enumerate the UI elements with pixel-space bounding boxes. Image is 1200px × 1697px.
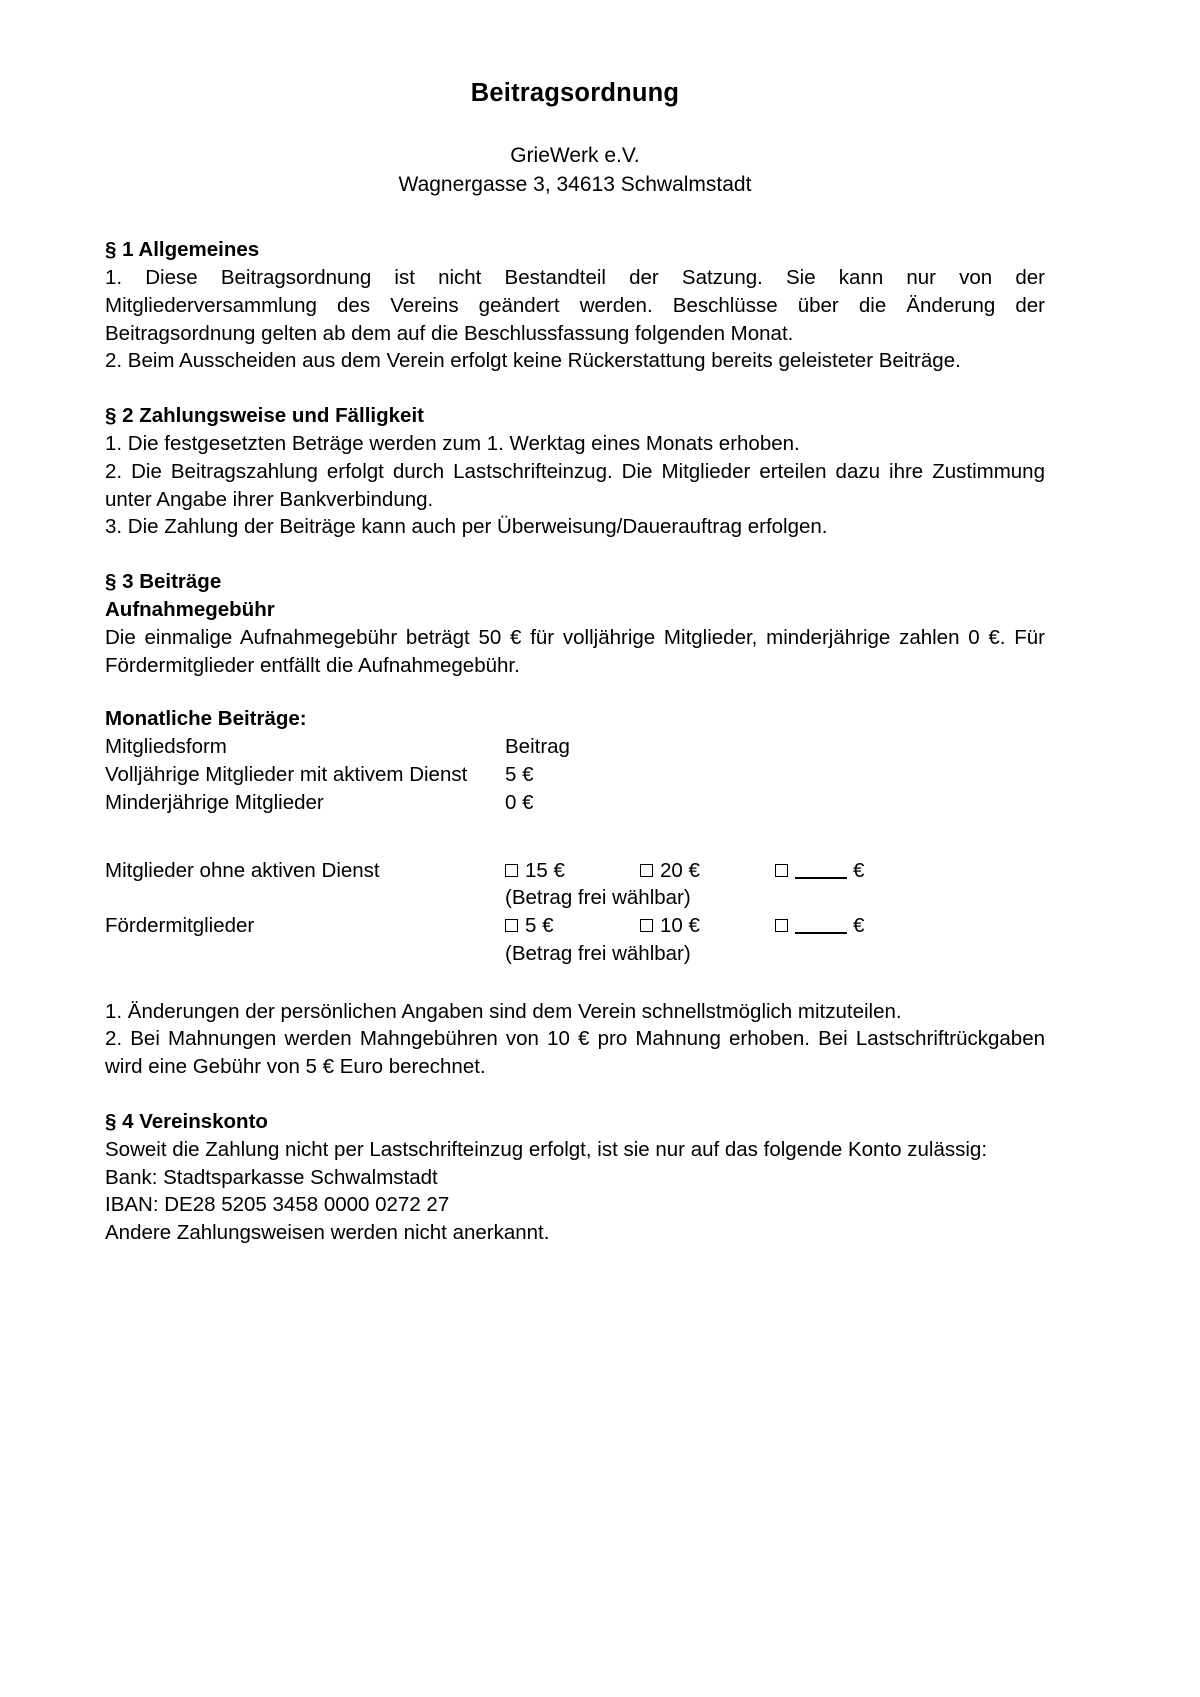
fee-table-block [105,705,1045,967]
currency-suffix: € [853,858,865,882]
section-2-paragraph-2: 2. Die Beitragszahlung erfolgt durch Lastschrifteinzug. Die Mitglieder erteilen dazu ihre Zustimmung unter Angabe ihrer Bankverbindung. [105,459,1045,511]
organization-block [105,109,1045,201]
organization-name: GrieWerk e.V. [510,143,640,167]
table-row-note [105,884,1045,912]
empty-cell [105,884,505,912]
section-2-heading: § 2 Zahlungsweise und Fälligkeit [105,404,424,428]
after-fee-note-1: 1. Änderungen der persönlichen Angaben sind dem Verein schnellstmöglich mitzuteilen. [105,999,902,1023]
fee-column-header-mitgliedsform: Mitgliedsform [105,735,227,759]
table-spacer-row [105,817,1045,857]
fee-option-label: 10 € [660,914,700,938]
checkbox-icon[interactable] [640,864,653,877]
section-3-heading: § 3 Beiträge [105,570,222,594]
fee-option-cell-custom[interactable] [775,912,1045,940]
spacer [105,968,1045,998]
fee-choice-row-label: Mitglieder ohne aktiven Dienst [105,858,380,882]
section-3-subheading: Aufnahmegebühr [105,597,275,621]
checkbox-icon[interactable] [640,919,653,932]
section-2-paragraph-1: 1. Die festgesetzten Beträge werden zum 1. Werktag eines Monats erhoben. [105,432,800,456]
spacer [105,541,1045,568]
custom-amount-input[interactable] [795,917,847,934]
spacer [105,817,1045,857]
currency-suffix: € [853,914,865,938]
section-3 [105,568,1045,679]
fee-row-amount: 5 € [505,763,534,787]
spacer [105,1081,1045,1108]
fee-choice-row-label: Fördermitglieder [105,914,255,938]
document-content [105,0,1045,1247]
section-1-heading: § 1 Allgemeines [105,238,260,262]
organization-address: Wagnergasse 3, 34613 Schwalmstadt [398,173,752,197]
closing-line: Andere Zahlungsweisen werden nicht anerkannt. [105,1221,550,1245]
section-1 [105,200,1045,375]
table-row-note [105,940,1045,968]
fee-table-header-row [105,733,1045,761]
bank-name-line: Bank: Stadtsparkasse Schwalmstadt [105,1165,438,1189]
checkbox-icon[interactable] [775,864,788,877]
after-fee-notes [105,998,1045,1081]
spacer [105,679,1045,705]
table-row [105,857,1045,885]
section-4-heading: § 4 Vereinskonto [105,1109,268,1133]
checkbox-icon[interactable] [505,919,518,932]
fee-option-cell-custom[interactable] [775,857,1045,885]
fee-row-amount: 0 € [505,790,534,814]
fee-option-cell[interactable] [505,857,640,885]
fee-choice-note: (Betrag frei wählbar) [505,886,691,910]
section-2 [105,402,1045,541]
fee-option-label: 5 € [525,914,554,938]
checkbox-icon[interactable] [775,919,788,932]
fee-row-label: Volljährige Mitglieder mit aktivem Dienst [105,763,468,787]
section-3-paragraph-1: Die einmalige Aufnahmegebühr beträgt 50 € für volljährige Mitglieder, minderjährige zahlen 0 €. Für Fördermitglieder entfällt die Aufnahmegebühr. [105,625,1045,677]
fee-choice-note: (Betrag frei wählbar) [505,941,691,965]
section-4-paragraph-1: Soweit die Zahlung nicht per Lastschrifteinzug erfolgt, ist sie nur auf das folgende Konto zulässig: [105,1137,988,1161]
fee-option-label: 20 € [660,858,700,882]
section-4 [105,1108,1045,1247]
fee-option-cell[interactable] [640,912,775,940]
section-1-paragraph-2: 2. Beim Ausscheiden aus dem Verein erfolgt keine Rückerstattung bereits geleisteter Beiträge. [105,349,961,373]
fee-option-cell[interactable] [505,912,640,940]
fee-column-header-beitrag: Beitrag [505,735,570,759]
iban-line: IBAN: DE28 5205 3458 0000 0272 27 [105,1193,450,1217]
table-row [105,789,1045,817]
spacer [105,375,1045,402]
fee-option-label: 15 € [525,858,565,882]
custom-amount-input[interactable] [795,862,847,879]
fee-option-cell[interactable] [640,857,775,885]
fee-table-title: Monatliche Beiträge: [105,707,307,731]
page-title: Beitragsordnung [470,79,680,107]
fee-row-label: Minderjährige Mitglieder [105,790,324,814]
checkbox-icon[interactable] [505,864,518,877]
section-1-paragraph-1: 1. Diese Beitragsordnung ist nicht Bestandteil der Satzung. Sie kann nur von der Mitgliederversammlung des Vereins geändert werden. Beschlüsse über die Änderung der Beitragsordnung gelten ab dem auf die Beschlussfassung folgenden Monat. [105,266,1045,345]
table-row [105,761,1045,789]
section-2-paragraph-3: 3. Die Zahlung der Beiträge kann auch per Überweisung/Dauerauftrag erfolgen. [105,515,828,539]
empty-cell [105,940,505,968]
table-row [105,912,1045,940]
fee-table [105,733,1045,967]
after-fee-note-2: 2. Bei Mahnungen werden Mahngebühren von 10 € pro Mahnung erhoben. Bei Lastschriftrückgaben wird eine Gebühr von 5 € Euro berechnet. [105,1027,1045,1079]
